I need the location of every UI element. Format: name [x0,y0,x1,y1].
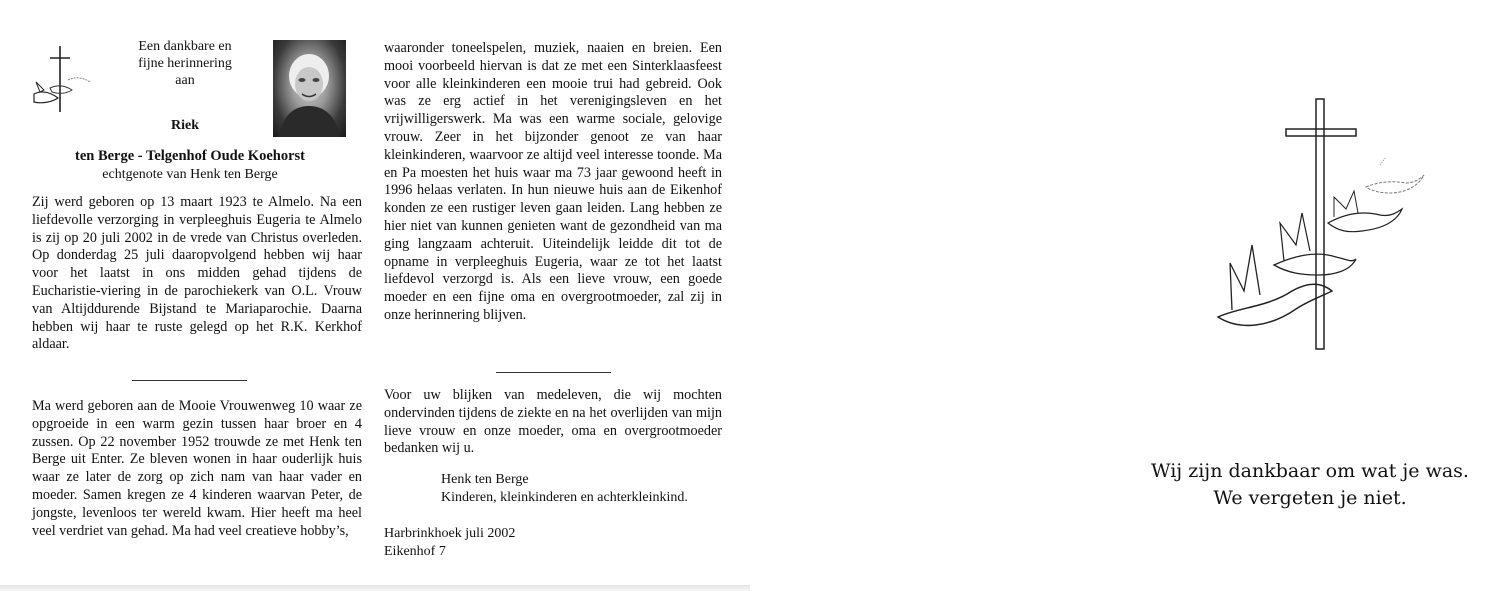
place-date: Harbrinkhoek juli 2002 Eikenhof 7 [384,526,516,559]
divider [496,372,611,373]
paragraph-thanks: Voor uw blijken van medeleven, die wij mochten ondervinden tijdens de ziekte en na het overlijden van mijn lieve vrouw en onze moeder, oma en overgrootmoeder bedanken wij u. [384,387,722,457]
full-name: ten Berge - Telgenhof Oude Koehorst [75,148,305,164]
fold-shadow [0,585,750,591]
card-inside-left-panel [0,0,750,585]
closing-quote: Wij zijn dankbaar om wat je was. We vergeten je niet. [1151,460,1469,509]
signature: Henk ten Berge Kinderen, kleinkinderen en achterkleinkind. [441,472,688,505]
cross-with-doves-icon [1210,95,1430,350]
divider [132,380,247,381]
portrait-photo [273,40,346,137]
paragraph-death-notice: Zij werd geboren op 13 maart 1923 te Almelo. Na een liefdevolle verzorging in verpleeghuis Eugeria te Almelo is zij op 20 juli 2002 in de vrede van Christus overleden. Op donderdag 25 juli daaropvolgend hebben wij haar voor het laatst in ons midden gehad tijdens de Eucharistie-viering in de parochiekerk van O.L. Vrouw van Altijddurende Bijstand te Mariaparochie. Daarna hebben wij haar te ruste gelegd op het R.K. Kerkhof aldaar. [32,194,362,353]
spouse-line: echtgenote van Henk ten Berge [102,167,278,182]
paragraph-life-story: Ma werd geboren aan de Mooie Vrouwenweg 10 waar ze opgroeide in een warm gezin tussen haar broer en 4 zussen. Op 22 november 1952 trouwde ze met Henk ten Berge uit Enter. Ze bleven wonen in haar ouderlijk huis waar ze later de zorg op zich nam van haar vader en moeder. Samen kregen ze 4 kinderen waarvan Peter, de jongste, levenloos ter wereld kwam. Hier heeft ma heel veel verdriet van gehad. Ma had veel creatieve hobby’s, [32,398,362,539]
paragraph-life-story-continued: waaronder toneelspelen, muziek, naaien en breien. Een mooi voorbeeld hiervan is dat ze met een Sinterklaasfeest voor alle kleinkinderen een mooie trui had gebreid. Ook was ze erg actief in het verenigingsleven en het vrijwilligerswerk. Ma was een warme sociale, gelovige vrouw. Zeer in het bijzonder genoot ze van haar kleinkinderen, waarvoor ze altijd veel interesse toonde. Ma en Pa moesten het huis waar ma 73 jaar gewoond heeft in 1996 helaas verlaten. In hun nieuwe huis aan de Eikenhof konden ze een rustiger leven gaan leiden. Lang hebben ze hier niet van kunnen genieten want de gezondheid van ma ging langzaam achteruit. Uiteindelijk leidde dit tot de opname in verpleeghuis Eugeria, waar ze tot het laatst liefdevol verzorgd is. Als een lieve vrouw, een goede moeder en een fijne oma en overgrootmoeder, zal zij in onze herinnering blijven. [384,40,722,323]
intro-text: Een dankbare en fijne herinnering aan [138,39,232,88]
cross-with-doves-icon [28,42,98,122]
first-name: Riek [171,118,199,133]
